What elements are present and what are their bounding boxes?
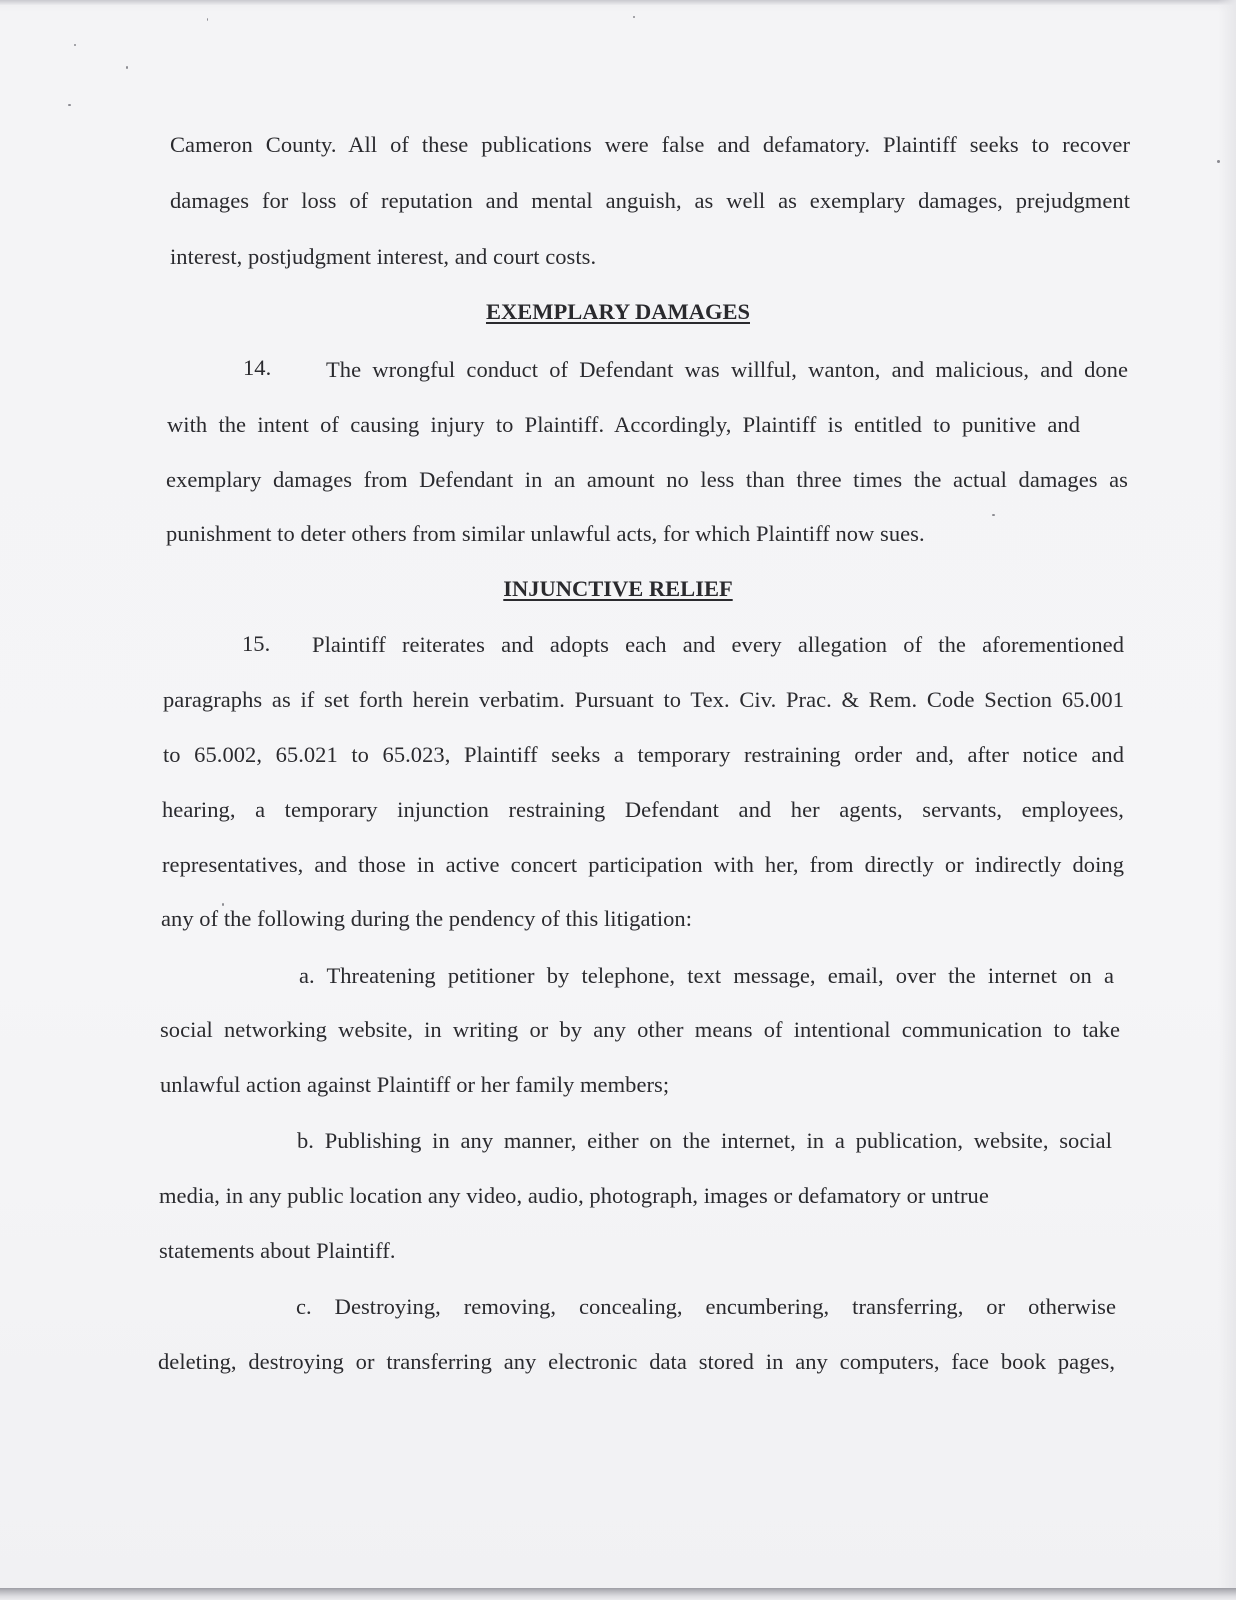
paragraph-15-line-1: Plaintiff reiterates and adopts each and every allegation of the aforementioned bbox=[312, 632, 1124, 657]
paragraph-14-line-2: with the intent of causing injury to Plaintiff. Accordingly, Plaintiff is entitled to punitive and bbox=[167, 412, 1080, 437]
paragraph-15-line-6: any of the following during the pendency of this litigation: bbox=[161, 906, 693, 931]
paragraph-15-line-2: paragraphs as if set forth herein verbatim. Pursuant to Tex. Civ. Prac. & Rem. Code Section 65.001 bbox=[163, 687, 1124, 712]
item-b-line-1: b. Publishing in any manner, either on the internet, in a publication, website, social bbox=[297, 1128, 1112, 1153]
scan-speck bbox=[74, 44, 76, 46]
scan-speck bbox=[633, 16, 635, 18]
item-a-line-3: unlawful action against Plaintiff or her family members; bbox=[160, 1072, 670, 1097]
scan-speck bbox=[207, 18, 208, 21]
paragraph-number-14: 14. bbox=[243, 355, 272, 380]
paragraph-number-15: 15. bbox=[242, 631, 271, 656]
scan-speck bbox=[992, 514, 995, 516]
paragraph-14-line-1: The wrongful conduct of Defendant was willful, wanton, and malicious, and done bbox=[326, 357, 1128, 382]
scan-right-edge bbox=[1218, 0, 1236, 1600]
paragraph-15-line-3: to 65.002, 65.021 to 65.023, Plaintiff seeks a temporary restraining order and, after notice and bbox=[163, 742, 1124, 767]
heading-exemplary-damages: EXEMPLARY DAMAGES bbox=[485, 299, 750, 324]
scan-speck bbox=[126, 66, 128, 69]
paragraph-14-line-3: exemplary damages from Defendant in an amount no less than three times the actual damages as bbox=[166, 467, 1128, 492]
item-b-line-2: media, in any public location any video, audio, photograph, images or defamatory or untrue bbox=[159, 1183, 989, 1208]
scan-speck bbox=[1217, 160, 1220, 163]
paragraph-14-line-4: punishment to deter others from similar unlawful acts, for which Plaintiff now sues. bbox=[166, 521, 925, 546]
item-a-line-1: a. Threatening petitioner by telephone, text message, email, over the internet on a bbox=[299, 963, 1114, 988]
item-a-line-2: social networking website, in writing or by any other means of intentional communication to take bbox=[160, 1017, 1120, 1042]
intro-line-3: interest, postjudgment interest, and court costs. bbox=[170, 244, 597, 269]
scan-bottom-edge bbox=[0, 1588, 1236, 1600]
scan-top-edge bbox=[0, 0, 1236, 5]
intro-line-2: damages for loss of reputation and mental anguish, as well as exemplary damages, prejudgment bbox=[170, 188, 1130, 213]
heading-injunctive-relief: INJUNCTIVE RELIEF bbox=[503, 576, 733, 601]
item-c-line-1: c. Destroying, removing, concealing, encumbering, transferring, or otherwise bbox=[296, 1294, 1116, 1319]
item-c-line-2: deleting, destroying or transferring any electronic data stored in any computers, face book pages, bbox=[158, 1349, 1115, 1374]
scan-speck bbox=[68, 104, 71, 106]
intro-line-1: Cameron County. All of these publications were false and defamatory. Plaintiff seeks to recover bbox=[170, 132, 1130, 157]
item-b-line-3: statements about Plaintiff. bbox=[159, 1238, 396, 1263]
scan-speck bbox=[222, 903, 224, 906]
paragraph-15-line-4: hearing, a temporary injunction restraining Defendant and her agents, servants, employees, bbox=[162, 797, 1124, 822]
paragraph-15-line-5: representatives, and those in active concert participation with her, from directly or indirectly doing bbox=[162, 852, 1124, 877]
